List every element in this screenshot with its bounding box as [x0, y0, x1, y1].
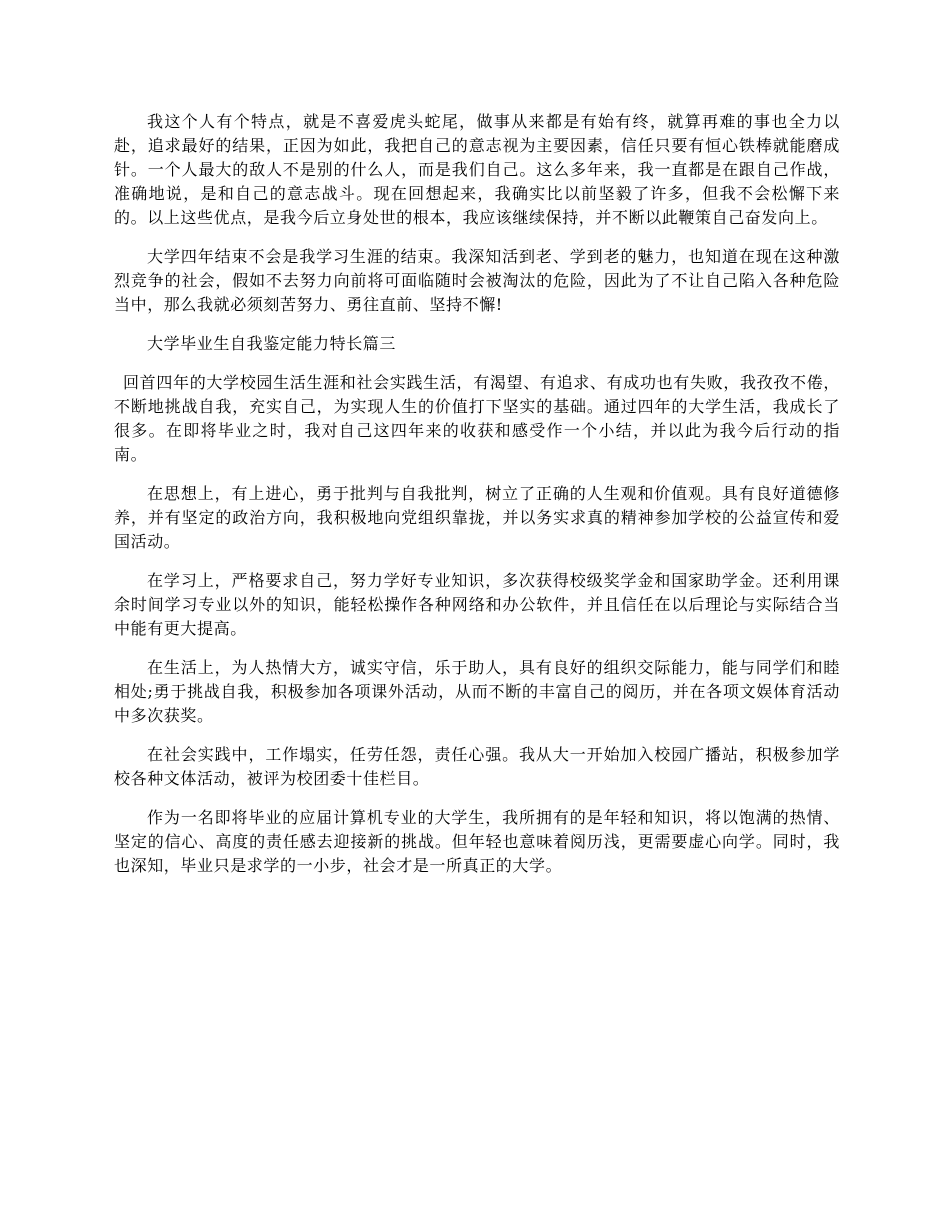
paragraph-lifelong-learning: 大学四年结束不会是我学习生涯的结束。我深知活到老、学到老的魅力，也知道在现在这种激烈竞争的社会，假如不去努力向前将可面临随时会被淘汰的危险，因此为了不让自己陷入各种危险当中，那么我就必须刻苦努力、勇往直前、坚持不懈! [114, 247, 840, 314]
paragraph-review: 回首四年的大学校园生活生涯和社会实践生活，有渴望、有追求、有成功也有失败，我孜孜不倦，不断地挑战自我，充实自己，为实现人生的价值打下坚实的基础。通过四年的大学生活，我成长了很多。在即将毕业之时，我对自己这四年来的收获和感受作一个小结，并以此为我今后行动的指南。 [114, 373, 840, 464]
paragraph-social-practice: 在社会实践中，工作塌实，任劳任怨，责任心强。我从大一开始加入校园广播站，积极参加学校各种文体活动，被评为校团委十佳栏目。 [114, 745, 840, 788]
paragraph-perseverance: 我这个人有个特点，就是不喜爱虎头蛇尾，做事从来都是有始有终，就算再难的事也全力以赴，追求最好的结果，正因为如此，我把自己的意志视为主要因素，信任只要有恒心铁棒就能磨成针。一个人最大的敌人不是别的什么人，而是我们自己。这么多年来，我一直都是在跟自己作战，准确地说，是和自己的意志战斗。现在回想起来，我确实比以前坚毅了许多，但我不会松懈下来的。以上这些优点，是我今后立身处世的根本，我应该继续保持，并不断以此鞭策自己奋发向上。 [114, 112, 840, 227]
paragraph-life: 在生活上，为人热情大方，诚实守信，乐于助人，具有良好的组织交际能力，能与同学们和睦相处;勇于挑战自我，积极参加各项课外活动，从而不断的丰富自己的阅历，并在各项文娱体育活动中多次获奖。 [114, 658, 840, 725]
paragraph-conclusion: 作为一名即将毕业的应届计算机专业的大学生，我所拥有的是年轻和知识，将以饱满的热情、坚定的信心、高度的责任感去迎接新的挑战。但年轻也意味着阅历浅，更需要虚心向学。同时，我也深知，毕业只是求学的一小步，社会才是一所真正的大学。 [114, 808, 840, 875]
document-body [114, 110, 840, 893]
section-title: 大学毕业生自我鉴定能力特长篇三 [147, 334, 397, 353]
paragraph-study: 在学习上，严格要求自己，努力学好专业知识，多次获得校级奖学金和国家助学金。还利用课余时间学习专业以外的知识，能轻松操作各种网络和办公软件，并且信任在以后理论与实际结合当中能有更大提高。 [114, 571, 840, 638]
paragraph-thought: 在思想上，有上进心，勇于批判与自我批判，树立了正确的人生观和价值观。具有良好道德修养，并有坚定的政治方向，我积极地向党组织靠拢，并以务实求真的精神参加学校的公益宣传和爱国活动。 [114, 484, 840, 551]
